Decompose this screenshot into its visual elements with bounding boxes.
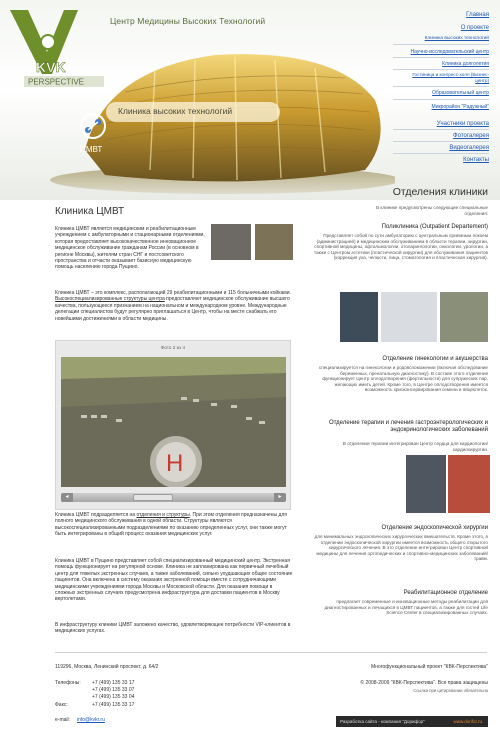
dept-photo-microscope bbox=[381, 292, 437, 342]
dept-photo-doctors bbox=[406, 455, 446, 513]
nav-divider bbox=[393, 129, 489, 130]
nav-district[interactable]: Микрорайон "Радужный" bbox=[431, 104, 489, 110]
footer-project: Многофункциональный проект "КВК-Перспектива" bbox=[371, 664, 488, 670]
pushchino-paragraph: Клиника ЦМВТ в Пущино представляет собой специализированный медицинский центр. Экстренная помощь функционирует на регулярной основе. Клиника не запланирована как первичный лечебный центр для тяжелых экстренных случаев, а также заболеваний, сильно ухудшающих общее состояние пациентов. Она включена в систему оказания экстренной помощи вместе с сотрудничающими медицинскими учреждениями города Москвы и Московской области. Для оказания помощи в сложных экстренных случаях предусмотрена инфраструктура для доставки пациентов в Москву вертолетами. bbox=[55, 558, 293, 603]
header bbox=[0, 0, 500, 200]
nav-clinic[interactable]: Клиника высоких технологий bbox=[424, 36, 489, 41]
dept-photo-lab bbox=[340, 292, 378, 342]
dept-rehab-text: предлагает современные и инновационные методы реабилитации для диагностированных и лечащихся в ЦМВТ пациентов, а также для гостей Life Science Center в специализированных случаях. bbox=[324, 599, 488, 616]
complex-text-b: предоставляют медицинское обслуживание высшего качества, пользующееся признанием на национальном и международном уровне. Международные делегации специалистов будут регулярно приглашаться в Центр, чтобы на месте снабжать его новейшими достижениями в области медицины. bbox=[55, 296, 290, 322]
dept-polyclinic-title: Поликлиника (Outpatient Departement) bbox=[381, 224, 488, 230]
nav-photo-gallery[interactable]: Фотогалерея bbox=[453, 133, 489, 139]
svg-text:H: H bbox=[166, 450, 184, 477]
footer-fax: +7 (499) 135 33 17 bbox=[92, 702, 135, 708]
photo-gallery bbox=[55, 340, 291, 510]
nav-longevity[interactable]: Клиника долголетия bbox=[442, 61, 489, 67]
slider-thumb[interactable] bbox=[133, 494, 173, 501]
dept-photo-staff bbox=[440, 292, 488, 342]
nav-divider bbox=[393, 44, 489, 45]
footer-email-label: e-mail: bbox=[55, 717, 71, 723]
vip-paragraph: В инфраструктуру клиники ЦМВТ заложено качество, удовлетворяющее потребности VIP-клиентов в медицинских услугах. bbox=[55, 622, 291, 635]
structures-link[interactable]: Высокоспециализированные структуры центра bbox=[55, 296, 165, 303]
footer-email-link[interactable]: info@kvkr.ru bbox=[77, 717, 105, 723]
gallery-caption: Фото 2 из 4 bbox=[160, 345, 186, 350]
gallery-slider[interactable] bbox=[61, 493, 286, 502]
nav-divider bbox=[393, 69, 489, 70]
departments-paragraph bbox=[55, 512, 293, 538]
site-title: Центр Медицины Высоких Технологий bbox=[110, 16, 266, 26]
footer-address: 119296, Москва, Ленинский проспект, д. 64/2 bbox=[55, 664, 159, 670]
nav-participants[interactable]: Участники проекта bbox=[436, 121, 489, 127]
intro-paragraph: Клиника ЦМВТ является медицинским и реабилитационным учреждением с амбулаторными и стационарными отделениями, которая предоставляет высококачественное инновационное медицинское обслуживание гражданам России (в основном в регионе Москвы), жителям стран СНГ и постсоветского пространства и отчасти оказывает базисную медицинскую помощь населению города Пущино. bbox=[55, 226, 205, 271]
nav-divider bbox=[393, 141, 489, 142]
clinic-thumbnail-1[interactable] bbox=[211, 224, 251, 260]
logo-subtext: PERSPECTIVE bbox=[28, 77, 85, 87]
footer-phones-label: Телефоны: bbox=[55, 680, 81, 686]
dept-gynecology-text: специализируется на гинекологии и родовспоможении (включая обследование беременных, пренатальную диагностику). В составе этого отделения функционирует Центр оплодотворения (фертильности) для супружеских пар, желающих иметь детей. Кроме того, в Центре оплодотворения имеется возможность криоконсервирования семени и яйцеклеток. bbox=[318, 365, 488, 393]
clinic-thumbnail-2[interactable] bbox=[255, 224, 293, 260]
departments-intro: В клинике предусмотрены следующие специальные отделения: bbox=[376, 205, 488, 216]
nav-about[interactable]: О проекте bbox=[460, 25, 489, 31]
dept-polyclinic-text: Представляет собой по сути амбулаторию с центральным приемным покоем (администрацией) и медицинским обслуживанием в области терапии, хирургии, спортивной медицины, офтальмологии, отоларингологии, онкологии, урологии, а также с Центром эстетики (пластической хирургии) для обслуживания пациентов (коррекция уха, челюсти, лица, стоматология и пластическая хирургия). bbox=[314, 233, 488, 261]
departments-text-b: . При этом отделения предназначены для полного медицинского обслуживания в одной области. Структуры являются высокоспециализированными подразделениями по оказанию определенных услуг, они также могут быть интегрированы в общий процесс оказания медицинских услуг. bbox=[55, 512, 288, 538]
nav-divider bbox=[393, 153, 489, 154]
nav-contacts[interactable]: Контакты bbox=[463, 157, 489, 163]
nav-divider bbox=[393, 86, 489, 87]
complex-paragraph bbox=[55, 290, 293, 322]
departments-title: Отделения клиники bbox=[392, 186, 488, 198]
nav-home[interactable]: Главная bbox=[466, 12, 489, 18]
nav-education[interactable]: Образовательный центр bbox=[432, 90, 489, 96]
nav-divider bbox=[393, 99, 489, 100]
footer-divider bbox=[55, 652, 487, 653]
developer-bar[interactable] bbox=[336, 716, 488, 727]
dept-photo-helicopter bbox=[448, 455, 490, 513]
departments-text-a: Клиника ЦМВТ подразделяется на bbox=[55, 512, 137, 518]
nav-divider bbox=[393, 57, 489, 58]
dept-rehab-title: Реабилитационное отделение bbox=[403, 590, 488, 596]
dept-therapy-text: В отделении терапии интегрирован Центр сердца для кардиологии/кардиохирургии. bbox=[342, 441, 488, 452]
badge-text: ЦМВТ bbox=[80, 145, 103, 154]
departments-link[interactable]: отделения и структуры bbox=[136, 512, 190, 518]
kvk-logo bbox=[2, 4, 110, 90]
dept-therapy-title: Отделение терапии и лечения гастроэнтерологических и эндокринологических заболеваний bbox=[328, 420, 488, 433]
slider-prev-button[interactable]: ◂ bbox=[61, 493, 73, 502]
footer-phone-2: +7 (499) 135 33 07 bbox=[92, 687, 135, 693]
dept-endoscopy-text: для минимальных эндоскопических хирургических вмешательств. Кроме этого, в отделении эндоскопической хирургии имеется возможность общего открытого хирургического лечения. В это отделение интегрирован Центр спортивной медицины для лечения ортопедических и спортивно-медицинских заболеваний/травм. bbox=[314, 534, 488, 562]
footer-phone-1: +7 (499) 135 33 17 bbox=[92, 680, 135, 686]
complex-text-a: Клиника ЦМВТ – это комплекс, располагающий 29 реабилитационными и 115 больничными койками. bbox=[55, 290, 291, 296]
logo-text: KVK bbox=[36, 59, 66, 75]
nav-research[interactable]: Научно-исследовательский центр bbox=[410, 49, 489, 55]
cmvt-badge bbox=[78, 108, 108, 158]
nav-hotel[interactable]: Гостиница и конгресс-холл (Бизнес-центр) bbox=[412, 72, 489, 83]
gallery-photo[interactable] bbox=[61, 357, 286, 487]
footer-phone-3: +7 (499) 135 33 04 bbox=[92, 694, 135, 700]
developer-link[interactable]: www.dorifor.ru bbox=[453, 719, 482, 724]
footer-copy-note: Ссылка при цитировании обязательна bbox=[413, 688, 488, 693]
footer-copyright: © 2008-2009 "КВК-Перспектива". Все права защищены bbox=[360, 680, 488, 686]
slider-next-button[interactable]: ▸ bbox=[274, 493, 286, 502]
footer-fax-label: Факс: bbox=[55, 702, 68, 708]
dept-gynecology-title: Отделение гинекологии и акушерства bbox=[382, 356, 488, 362]
nav-video-gallery[interactable]: Видеогалерея bbox=[449, 145, 489, 151]
developer-text: Разработка сайта - компания "Дорифор" bbox=[340, 719, 425, 724]
clinic-title: Клиника ЦМВТ bbox=[55, 206, 125, 217]
dept-endoscopy-title: Отделение эндоскопической хирургии bbox=[381, 525, 488, 531]
banner-title: Клиника высоких технологий bbox=[106, 102, 280, 122]
